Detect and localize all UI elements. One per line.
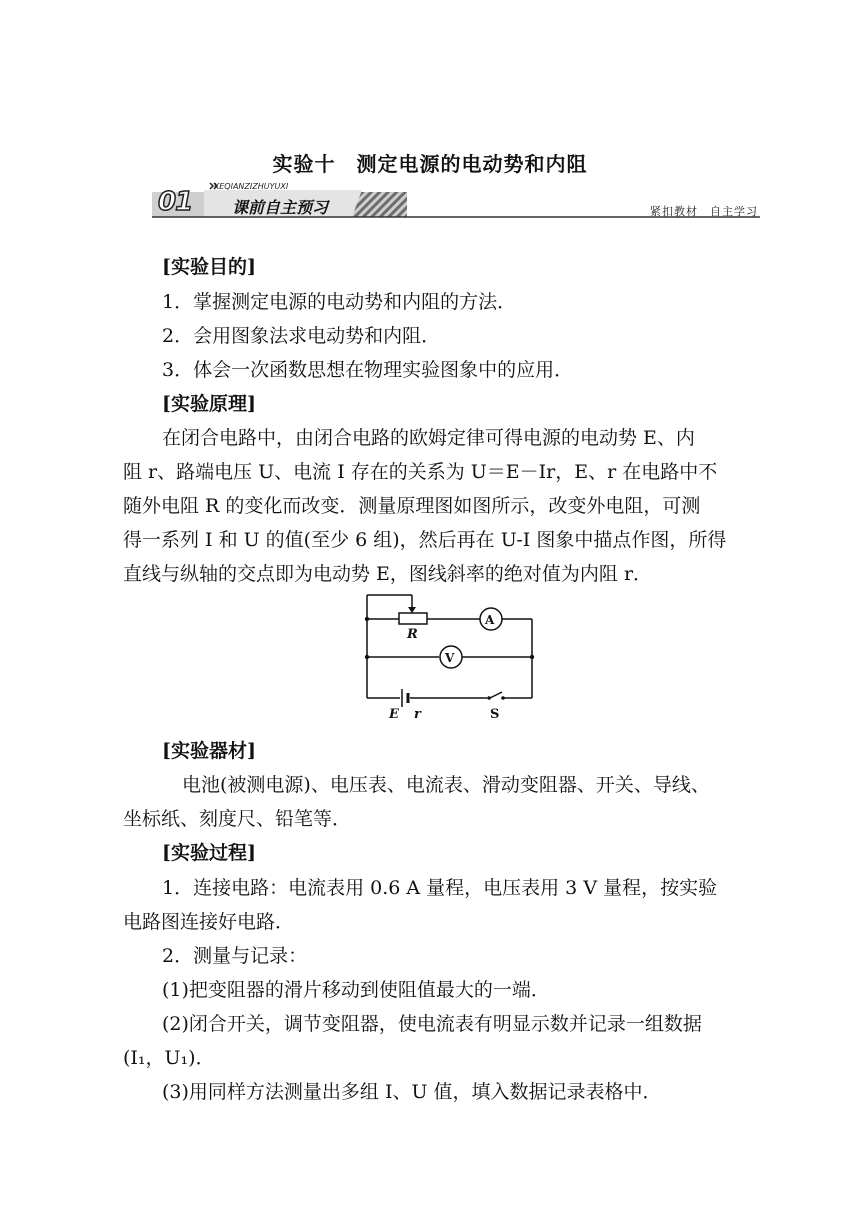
equipment-line: 电池(被测电源)、电压表、电流表、滑动变阻器、开关、导线、: [182, 774, 710, 796]
principle-line: 在闭合电路中，由闭合电路的欧姆定律可得电源的电动势 E、内: [162, 427, 695, 449]
procedure-heading: [实验过程]: [162, 842, 256, 864]
emf-label: E: [389, 707, 399, 722]
principle-heading: [实验原理]: [162, 393, 256, 415]
voltmeter-label: V: [445, 651, 455, 665]
banner-right-text: 紧扣教材 自主学习: [650, 205, 758, 218]
switch-symbol: [490, 692, 502, 698]
purpose-item: 3．体会一次函数思想在物理实验图象中的应用．: [162, 359, 574, 381]
equipment-line: 坐标纸、刻度尺、铅笔等．: [123, 808, 352, 830]
principle-line: 得一系列 I 和 U 的值(至少 6 组)，然后再在 U-I 图象中描点作图，所得: [123, 529, 727, 551]
resistor-symbol: [399, 613, 427, 624]
section-banner: [152, 180, 760, 220]
circuit-diagram: [362, 592, 537, 722]
principle-line: 直线与纵轴的交点即为电动势 E，图线斜率的绝对值为内阻 r．: [123, 563, 653, 585]
equipment-heading: [实验器材]: [162, 740, 256, 762]
procedure-line: (1)把变阻器的滑片移动到使阻值最大的一端．: [162, 979, 550, 1001]
principle-line: 随外电阻 R 的变化而改变．测量原理图如图所示，改变外电阻，可测: [123, 495, 701, 517]
principle-line: 阻 r、路端电压 U、电流 I 存在的关系为 U＝E－Ir，E、r 在电路中不: [123, 461, 718, 483]
resistor-label: R: [407, 627, 418, 642]
purpose-heading: [实验目的]: [162, 256, 256, 278]
procedure-line: 2．测量与记录：: [162, 945, 308, 967]
banner-pinyin: KEQIANZIZHUYUXI: [214, 182, 289, 191]
page-title: 实验十 测定电源的电动势和内阻: [272, 152, 588, 176]
procedure-line: (3)用同样方法测量出多组 I、U 值，填入数据记录表格中．: [162, 1081, 662, 1103]
banner-label: 课前自主预习: [232, 198, 329, 217]
switch-label: S: [490, 707, 500, 722]
procedure-line: 1．连接电路：电流表用 0.6 A 量程，电压表用 3 V 量程，按实验: [162, 877, 718, 899]
purpose-item: 2．会用图象法求电动势和内阻．: [162, 325, 441, 347]
purpose-item: 1．掌握测定电源的电动势和内阻的方法．: [162, 291, 517, 313]
banner-number: 01: [158, 187, 193, 217]
ammeter-label: A: [485, 613, 495, 627]
procedure-line: (2)闭合开关，调节变阻器，使电流表有明显示数并记录一组数据: [162, 1013, 702, 1035]
procedure-line: 电路图连接好电路．: [123, 911, 295, 933]
procedure-line: (I₁，U₁)．: [123, 1047, 215, 1069]
internal-resistance-label: r: [414, 707, 421, 722]
